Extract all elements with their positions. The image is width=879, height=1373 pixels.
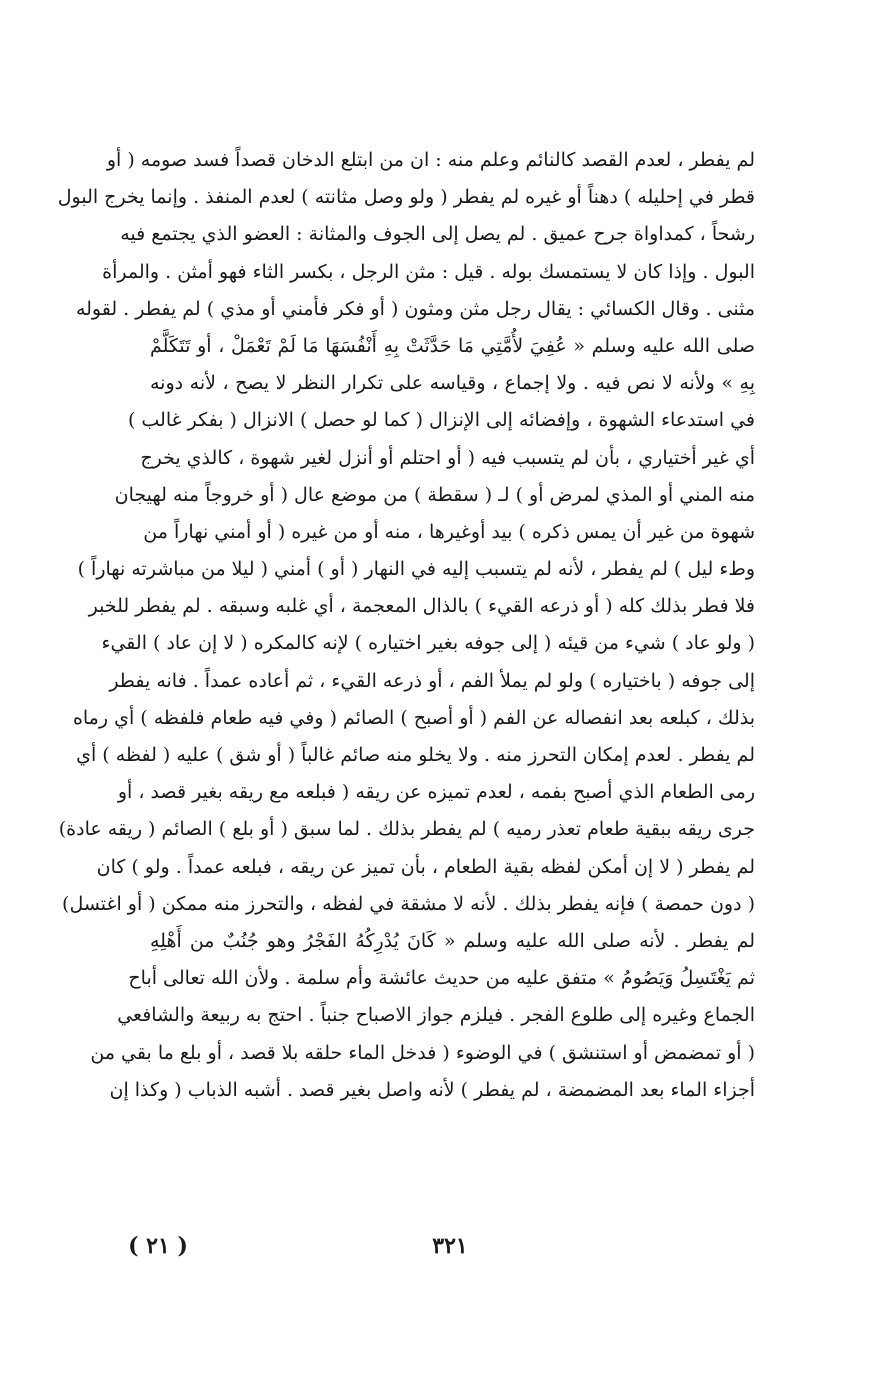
text-line: منه المني أو المذي لمرض أو ) لـ ( سقطة ) من موضع عال ( أو خروجاً منه لهيجان — [114, 483, 755, 506]
text-line: البول . وإذا كان لا يستمسك بوله . قيل : مثن الرجل ، بكسر الثاء فهو أمثن . والمرأة — [102, 260, 755, 283]
body-text — [57, 142, 755, 1109]
text-line: أجزاء الماء بعد المضمضة ، لم يفطر ) لأنه واصل بغير قصد . أشبه الذباب ( وكذا إن — [109, 1078, 755, 1101]
text-line: لم يفطر ، لعدم القصد كالنائم وعلم منه : ان من ابتلع الدخان قصداً فسد صومه ( أو — [106, 149, 755, 171]
text-line: رشحاً ، كمداواة جرح عميق . لم يصل إلى الجوف والمثانة : العضو الذي يجتمع فيه — [120, 223, 755, 246]
text-line: جرى ريقه ببقية طعام تعذر رميه ) لم يفطر بذلك . لما سبق ( أو بلع ) الصائم ( ريقه عادة) — [58, 818, 755, 841]
text-line: ( دون حمصة ) فإنه يفطر بذلك . لأنه لا مشقة في لفظه ، والتحرز منه ممكن ( أو اغتسل) — [62, 892, 755, 915]
text-line: لم يفطر . لعدم إمكان التحرز منه . ولا يخلو منه صائم غالباً ( أو شق ) عليه ( لفظه ) أي — [76, 744, 755, 766]
text-line: أي غير أختياري ، بأن لم يتسبب فيه ( أو احتلم أو أنزل لغير شهوة ، كالذي يخرج — [140, 446, 755, 469]
text-line: في استدعاء الشهوة ، وإفضائه إلى الإنزال ( كما لو حصل ) الانزال ( بفكر غالب ) — [127, 409, 755, 432]
signature-number: ( ٢١ ) — [128, 1233, 188, 1259]
text-line: الجماع وغيره إلى طلوع الفجر . فيلزم جواز الاصباح جنباً . احتج به ربيعة والشافعي — [117, 1004, 755, 1027]
text-line: لم يفطر . لأنه صلى الله عليه وسلم « كَانَ يُدْرِكُهُ الفَجْرُ وهو جُنُبٌ من أَهْلِهِ — [150, 929, 755, 952]
page-number: ٣٢١ — [432, 1233, 468, 1259]
text-line: إلى جوفه ( باختياره ) ولو لم يملأ الفم ، أو ذرعه القيء ، ثم أعاده عمداً . فانه يفطر — [109, 669, 755, 692]
page-footer — [0, 1233, 879, 1273]
text-line: فلا فطر بذلك كله ( أو ذرعه القيء ) بالذال المعجمة ، أي غلبه وسبقه . لم يفطر للخبر — [88, 595, 755, 618]
text-line: شهوة من غير أن يمس ذكره ) بيد أوغيرها ، منه أو من غيره ( أو أمني نهاراً من — [143, 520, 755, 543]
text-line: ( ولو عاد ) شيء من قيئه ( إلى جوفه بغير اختياره ) لإنه كالمكره ( لا إن عاد ) القيء — [101, 632, 755, 655]
text-line: ( أو تمضمض أو استنشق ) في الوضوء ( فدخل الماء حلقه بلا قصد ، أو بلع ما بقي من — [90, 1041, 755, 1064]
text-line: رمى الطعام الذي أصبح بفمه ، لعدم تميزه عن ريقه ( فبلعه مع ريقه بغير قصد ، أو — [117, 781, 755, 804]
text-line: مثنى . وقال الكسائي : يقال رجل مثن ومثون ( أو فكر فأمني أو مذي ) لم يفطر . لقوله — [75, 297, 755, 320]
text-line: لم يفطر ( لا إن أمكن لفظه بقية الطعام ، بأن تميز عن ريقه ، فبلعه عمداً . ولو ) كان — [96, 855, 755, 878]
text-line: قطر في إحليله ) دهناً أو غيره لم يفطر ( ولو وصل مثانته ) لعدم المنفذ . وإنما يخرج البول — [57, 186, 755, 209]
text-line: صلى الله عليه وسلم « عُفِيَ لأُمَّتِي مَا حَدَّثَتْ بِهِ أَنْفُسَهَا مَا لَمْ تَعْمَلْ ، أو تَتَكَلَّمْ — [150, 334, 755, 357]
text-line: ثم يَغْتَسِلُ وَيَصُومُ » متفق عليه من حديث عائشة وأم سلمة . ولأن الله تعالى أباح — [128, 967, 755, 990]
text-line: وطء ليل ) لم يفطر ، لأنه لم يتسبب إليه في النهار ( أو ) أمني ( ليلا من مباشرته نهاراً ) — [77, 558, 755, 581]
text-line: بذلك ، كبلعه بعد انفصاله عن الفم ( أو أصبح ) الصائم ( وفي فيه طعام فلفظه ) أي رماه — [72, 706, 755, 729]
text-line: بِهِ » ولأنه لا نص فيه . ولا إجماع ، وقياسه على تكرار النظر لا يصح ، لأنه دونه — [150, 372, 755, 395]
